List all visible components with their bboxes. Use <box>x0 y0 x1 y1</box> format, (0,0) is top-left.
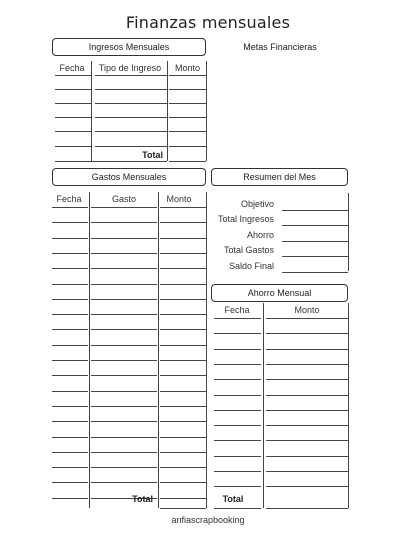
table-row-line <box>52 268 88 269</box>
table-row-line <box>214 379 261 380</box>
table-row-line <box>266 456 348 457</box>
table-row-line <box>214 425 261 426</box>
resumen-header: Resumen del Mes <box>211 168 348 186</box>
table-row-line <box>266 486 348 487</box>
table-row-line <box>91 345 157 346</box>
table-row-line <box>52 406 88 407</box>
table-row-line <box>95 146 167 147</box>
table-row-line <box>52 238 88 239</box>
table-row-line <box>91 467 157 468</box>
table-row-line <box>160 284 206 285</box>
table-row-line <box>160 299 206 300</box>
table-row-line <box>160 508 206 509</box>
table-row-line <box>52 452 88 453</box>
resumen-label: Objetivo <box>240 199 274 209</box>
table-row-line <box>55 89 91 90</box>
table-column-divider <box>206 192 207 508</box>
table-row-line <box>266 425 348 426</box>
table-row-line <box>214 508 261 509</box>
resumen-label: Total Gastos <box>223 245 274 255</box>
ingresos-col-tipo: Tipo de Ingreso <box>98 63 162 73</box>
table-row-line <box>55 117 91 118</box>
table-row-line <box>160 360 206 361</box>
table-row-line <box>52 391 88 392</box>
table-row-line <box>52 467 88 468</box>
ahorro-header: Ahorro Mensual <box>211 284 348 302</box>
table-row-line <box>91 329 157 330</box>
table-row-line <box>55 75 91 76</box>
ingresos-col-fecha: Fecha <box>59 63 85 73</box>
table-row-line <box>169 89 206 90</box>
table-row-line <box>160 329 206 330</box>
table-row-line <box>214 318 261 319</box>
table-column-divider <box>91 61 92 161</box>
resumen-value-edge <box>348 255 349 271</box>
table-row-line <box>160 498 206 499</box>
table-row-line <box>160 406 206 407</box>
table-row-line <box>91 253 157 254</box>
table-row-line <box>95 131 167 132</box>
table-row-line <box>91 437 157 438</box>
ingresos-header: Ingresos Mensuales <box>52 38 206 56</box>
table-row-line <box>160 222 206 223</box>
table-row-line <box>169 117 206 118</box>
gastos-col-monto: Monto <box>166 194 192 204</box>
table-row-line <box>91 421 157 422</box>
table-row-line <box>266 318 348 319</box>
table-row-line <box>52 482 88 483</box>
table-row-line <box>52 329 88 330</box>
table-row-line <box>91 375 157 376</box>
table-row-line <box>160 253 206 254</box>
table-row-line <box>214 486 261 487</box>
table-row-line <box>266 395 348 396</box>
table-row-line <box>52 345 88 346</box>
table-row-line <box>91 268 157 269</box>
footer-credit: anfiascrapbooking <box>171 515 245 525</box>
table-row-line <box>266 508 348 509</box>
resumen-value-line <box>282 210 348 211</box>
table-column-divider <box>348 303 349 508</box>
table-row-line <box>160 268 206 269</box>
table-row-line <box>266 349 348 350</box>
table-row-line <box>95 117 167 118</box>
table-row-line <box>160 421 206 422</box>
resumen-label: Ahorro <box>246 230 274 240</box>
table-row-line <box>214 349 261 350</box>
table-row-line <box>91 391 157 392</box>
table-row-line <box>160 375 206 376</box>
table-row-line <box>52 421 88 422</box>
table-row-line <box>95 89 167 90</box>
resumen-value-line <box>282 241 348 242</box>
page-title: Finanzas mensuales <box>125 13 291 32</box>
gastos-header: Gastos Mensuales <box>52 168 206 186</box>
table-row-line <box>52 314 88 315</box>
table-row-line <box>266 333 348 334</box>
table-row-line <box>52 437 88 438</box>
gastos-total-label: Total <box>132 494 153 504</box>
resumen-value-line <box>282 256 348 257</box>
table-row-line <box>214 364 261 365</box>
table-row-line <box>91 482 157 483</box>
table-row-line <box>91 207 157 208</box>
table-column-divider <box>206 61 207 161</box>
table-column-divider <box>89 192 90 508</box>
table-row-line <box>52 222 88 223</box>
table-row-line <box>91 284 157 285</box>
table-row-line <box>266 379 348 380</box>
table-row-line <box>160 437 206 438</box>
table-row-line <box>55 146 91 147</box>
table-row-line <box>266 440 348 441</box>
table-row-line <box>266 471 348 472</box>
gastos-col-gasto: Gasto <box>111 194 136 204</box>
table-row-line <box>95 75 167 76</box>
table-row-line <box>169 103 206 104</box>
ahorro-col-fecha: Fecha <box>224 305 250 315</box>
table-row-line <box>169 131 206 132</box>
table-row-line <box>91 222 157 223</box>
table-row-line <box>91 299 157 300</box>
resumen-value-edge <box>348 208 349 224</box>
table-row-line <box>160 452 206 453</box>
table-row-line <box>55 103 91 104</box>
table-row-line <box>91 452 157 453</box>
gastos-col-fecha: Fecha <box>56 194 82 204</box>
table-row-line <box>91 238 157 239</box>
ingresos-total-label: Total <box>142 150 163 160</box>
metas-header: Metas Financieras <box>243 42 317 52</box>
resumen-value-line <box>282 225 348 226</box>
resumen-value-edge <box>348 224 349 240</box>
ahorro-col-monto: Monto <box>294 305 320 315</box>
table-row-line <box>160 238 206 239</box>
table-row-line <box>214 440 261 441</box>
table-row-line <box>91 360 157 361</box>
table-row-line <box>52 498 88 499</box>
table-column-divider <box>167 61 168 161</box>
table-row-line <box>266 410 348 411</box>
resumen-value-edge <box>348 239 349 255</box>
table-row-line <box>52 284 88 285</box>
table-row-line <box>160 345 206 346</box>
table-row-line <box>214 456 261 457</box>
table-row-line <box>160 482 206 483</box>
table-row-line <box>214 471 261 472</box>
table-row-line <box>52 360 88 361</box>
table-row-line <box>55 161 167 162</box>
table-row-line <box>214 395 261 396</box>
table-row-line <box>52 299 88 300</box>
ahorro-total-label: Total <box>222 494 244 504</box>
table-row-line <box>160 391 206 392</box>
resumen-label: Total Ingresos <box>217 214 274 224</box>
resumen-value-line <box>282 272 348 273</box>
table-row-line <box>55 131 91 132</box>
table-row-line <box>169 161 206 162</box>
resumen-label: Saldo Final <box>228 261 274 271</box>
table-row-line <box>52 375 88 376</box>
table-column-divider <box>263 303 264 508</box>
table-row-line <box>160 207 206 208</box>
table-row-line <box>169 75 206 76</box>
table-column-divider <box>158 192 159 508</box>
table-row-line <box>52 253 88 254</box>
table-row-line <box>169 146 206 147</box>
table-row-line <box>91 406 157 407</box>
table-row-line <box>214 410 261 411</box>
table-row-line <box>214 333 261 334</box>
table-row-line <box>160 467 206 468</box>
table-row-line <box>52 207 88 208</box>
table-row-line <box>95 103 167 104</box>
table-row-line <box>160 314 206 315</box>
table-row-line <box>91 314 157 315</box>
table-row-line <box>266 364 348 365</box>
ingresos-col-monto: Monto <box>174 63 200 73</box>
resumen-value-edge <box>348 193 349 209</box>
